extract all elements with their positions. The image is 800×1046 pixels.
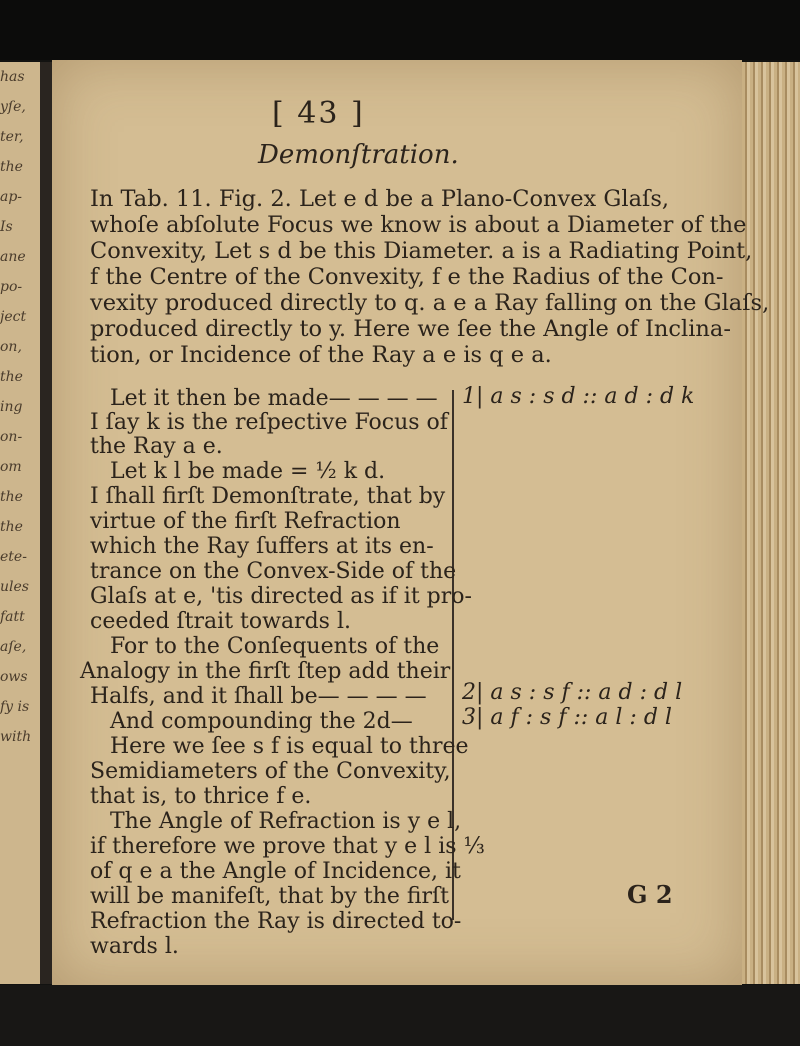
column-line: Refraction the Ray is directed to- xyxy=(90,909,462,934)
adjacent-page-fragment: ject xyxy=(0,309,27,325)
column-line: will be manifeſt, that by the firſt xyxy=(90,884,450,909)
adjacent-page-fragment: the xyxy=(0,489,23,505)
column-line: For to the Conſequents of the xyxy=(110,634,440,659)
signature-mark: G 2 xyxy=(627,880,673,909)
intro-line: whoſe abſolute Focus we know is about a Diameter of the xyxy=(90,212,747,238)
page-number: [ 43 ] xyxy=(272,96,365,131)
adjacent-page-fragment: ete- xyxy=(0,549,27,565)
column-line: the Ray a e. xyxy=(90,434,223,459)
scan-background-top xyxy=(0,0,800,60)
column-line: Glaſs at e, 'tis directed as if it pro- xyxy=(90,584,472,609)
book-gutter xyxy=(40,62,52,984)
analogy-2: 2| a s : s f :: a d : d l xyxy=(462,680,683,705)
column-line: Halfs, and it ſhall be— — — — xyxy=(90,684,427,709)
column-line: Here we ſee s f is equal to three xyxy=(110,734,469,759)
column-line: which the Ray ſuffers at its en- xyxy=(90,534,434,559)
adjacent-page-fragment: ter, xyxy=(0,129,24,145)
adjacent-page-fragment: Is xyxy=(0,219,13,235)
intro-line: In Tab. 11. Fig. 2. Let e d be a Plano-Convex Glaſs, xyxy=(90,186,670,212)
adjacent-page-fragment: on, xyxy=(0,339,22,355)
column-line: Semidiameters of the Convexity, xyxy=(90,759,451,784)
column-line: trance on the Convex-Side of the xyxy=(90,559,457,584)
adjacent-page-fragments xyxy=(0,62,40,984)
adjacent-page-fragment: aſe, xyxy=(0,639,27,655)
intro-line: tion, or Incidence of the Ray a e is q e a. xyxy=(90,342,552,368)
intro-line: vexity produced directly to q. a e a Ray falling on the Glaſs, xyxy=(90,290,770,316)
adjacent-page-fragment: ane xyxy=(0,249,26,265)
column-line: if therefore we prove that y e l is ⅓ xyxy=(90,834,485,859)
column-line: virtue of the firſt Refraction xyxy=(90,509,401,534)
adjacent-page-fragment: has xyxy=(0,69,25,85)
adjacent-page-fragment: the xyxy=(0,159,23,175)
analogy-3: 3| a f : s f :: a l : d l xyxy=(462,705,672,730)
adjacent-page-fragment: the xyxy=(0,369,23,385)
adjacent-page-fragment: fy is xyxy=(0,699,30,715)
adjacent-page-fragment: ows xyxy=(0,669,28,685)
page-edges-right xyxy=(742,62,800,984)
column-line: ceeded ſtrait towards l. xyxy=(90,609,351,634)
intro-line: f the Centre of the Convexity, f e the Radius of the Con- xyxy=(90,264,724,290)
adjacent-page-fragment: with xyxy=(0,729,32,745)
column-line: Let k l be made = ½ k d. xyxy=(110,459,386,484)
scan-background-bottom xyxy=(0,985,800,1046)
column-line: that is, to thrice f e. xyxy=(90,784,312,809)
adjacent-page-fragment: yſe, xyxy=(0,99,26,115)
column-line: I ſhall firſt Demonſtrate, that by xyxy=(90,484,446,509)
adjacent-page-fragment: ules xyxy=(0,579,29,595)
adjacent-page-fragment: om xyxy=(0,459,22,475)
adjacent-page-fragment: fatt xyxy=(0,609,25,625)
adjacent-page-fragment: po- xyxy=(0,279,23,295)
column-line: And compounding the 2d— xyxy=(110,709,413,734)
adjacent-page-fragment: ing xyxy=(0,399,23,415)
column-line: of q e a the Angle of Incidence, it xyxy=(90,859,461,884)
column-line: I ſay k is the reſpective Focus of xyxy=(90,410,448,435)
column-line: Let it then be made— — — — xyxy=(110,386,438,411)
column-line: wards l. xyxy=(90,934,179,959)
adjacent-page-fragment: on- xyxy=(0,429,23,445)
column-line: The Angle of Refraction is y e l, xyxy=(110,809,462,834)
intro-line: produced directly to y. Here we ſee the Angle of Inclina- xyxy=(90,316,731,342)
analogy-1: 1| a s : s d :: a d : d k xyxy=(462,384,695,409)
adjacent-page-fragment: the xyxy=(0,519,23,535)
section-heading: Demonſtration. xyxy=(258,140,459,170)
adjacent-page-fragment: ap- xyxy=(0,189,23,205)
intro-line: Convexity, Let s d be this Diameter. a is a Radiating Point, xyxy=(90,238,753,264)
column-line: Analogy in the firſt ſtep add their xyxy=(80,659,451,684)
